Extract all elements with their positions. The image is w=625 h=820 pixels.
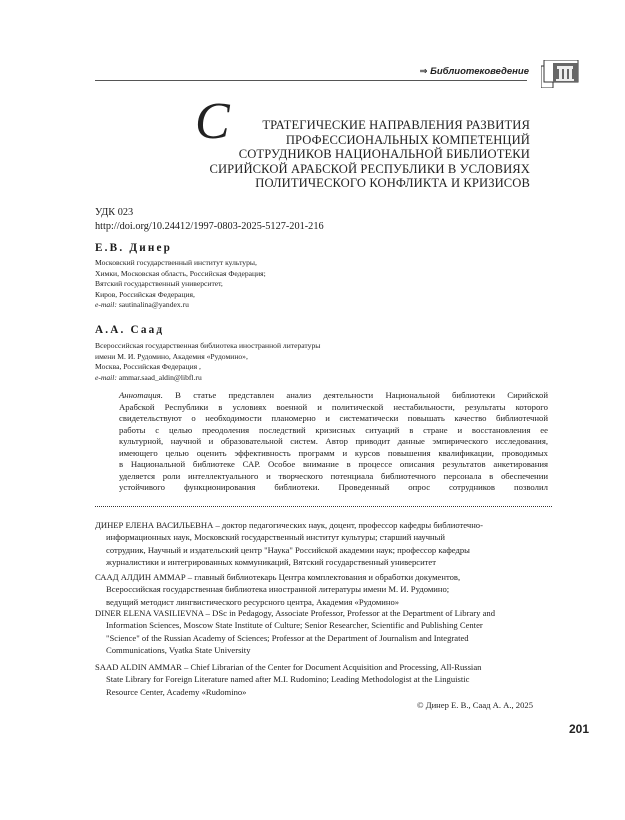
annotation-line: Арабской Республики в условиях военной и политической нестабильности, результаты которого xyxy=(119,401,548,412)
bio-line: "Science" of the Russian Academy of Sciences; Professor at the Department of Journalism and Integrated xyxy=(106,632,469,643)
title-line: СОТРУДНИКОВ НАЦИОНАЛЬНОЙ БИБЛИОТЕКИ xyxy=(238,147,530,162)
title-line: ТРАТЕГИЧЕСКИЕ НАПРАВЛЕНИЯ РАЗВИТИЯ xyxy=(262,118,530,132)
email-label: e-mail: xyxy=(95,372,117,382)
affiliation-line: Москва, Российская Федерация , xyxy=(95,362,201,372)
author-name: А.А. Саад xyxy=(95,324,165,336)
annotation-label: Аннотация. xyxy=(119,390,163,400)
annotation-line: имеющего целью оценить эффективность программ и курсов повышения квалификации, проводимых xyxy=(119,447,548,458)
title-line: СИРИЙСКОЙ АРАБСКОЙ РЕСПУБЛИКИ В УСЛОВИЯХ xyxy=(209,161,530,176)
author-name: Е.В. Динер xyxy=(95,242,173,254)
annotation-line xyxy=(119,390,548,402)
author-email[interactable]: ammar.saad_aldin@libfl.ru xyxy=(118,372,202,382)
affiliation-line: Вятский государственный университет, xyxy=(95,279,223,289)
annotation-line: работы с целью преодоления последствий кризисных ситуаций в стране и восстановления ее xyxy=(119,424,548,435)
email-label: e-mail: xyxy=(95,300,117,310)
annotation-line: устойчивого функционирования библиотеки. Проведенный опрос сотрудников позволил xyxy=(119,482,548,493)
title-initial: С xyxy=(195,93,230,150)
author-email-line xyxy=(95,300,266,311)
affiliation-line: Киров, Российская Федерация, xyxy=(95,289,195,299)
column-logo-icon xyxy=(541,60,581,88)
doi-link[interactable]: http://doi.org/10.24412/1997-0803-2025-5127-201-216 xyxy=(95,221,324,232)
affiliation-line: Всероссийская государственная библиотека иностранной литературы xyxy=(95,341,321,350)
article-title xyxy=(200,118,530,191)
bio-line: информационных наук, Московский государственный институт культуры; старший научный xyxy=(106,532,446,543)
annotation-line: уделяется роли интеллектуального и творческого потенциала библиотечного персонала в обеспечении xyxy=(119,470,548,481)
title-line: ПРОФЕССИОНАЛЬНЫХ КОМПЕТЕНЦИЙ xyxy=(285,132,530,147)
page-number: 201 xyxy=(568,722,589,736)
udk-code: УДК 023 xyxy=(95,207,134,218)
header-rule xyxy=(95,80,527,81)
bio-line: State Library for Foreign Literature named after M.I. Rudomino; Leading Methodologist at the Linguistic xyxy=(106,674,470,685)
dotted-separator xyxy=(95,506,552,507)
title-line: ПОЛИТИЧЕСКОГО КОНФЛИКТА И КРИЗИСОВ xyxy=(255,176,530,191)
bio-line: сотрудник, Научный и издательский центр "Наука" Российской академии наук; профессор кафедры xyxy=(106,544,470,555)
author-bio xyxy=(95,519,550,569)
author-email-line xyxy=(95,373,320,384)
copyright: © Динер Е. В., Саад А. А., 2025 xyxy=(417,700,533,710)
annotation xyxy=(119,390,548,494)
affiliation-line: Московский государственный институт культуры, xyxy=(95,258,257,267)
bio-line: СААД АЛДИН АММАР – главный библиотекарь Центра комплектования и обработки документов, xyxy=(95,572,461,582)
bio-line: ДИНЕР ЕЛЕНА ВАСИЛЬЕВНА – доктор педагогических наук, доцент, профессор кафедры библиотечно- xyxy=(95,520,483,530)
annotation-line: культурной, научной и образовательной систем. Автор приводит данные эмпирического исследования, xyxy=(119,436,548,447)
annotation-line: свидетельствуют о необходимости планомерно и систематически повышать качество библиотечной xyxy=(119,413,548,424)
author-email[interactable]: sautinalina@yandex.ru xyxy=(118,300,189,310)
bio-line: ведущий методист лингвистического ресурсного центра, Академия «Рудомино» xyxy=(106,596,400,607)
annotation-text: В статье представлен анализ деятельности Национальной библиотеки Сирийской xyxy=(162,390,548,400)
annotation-line: в Национальной библиотеке САР. Особое внимание в процессе описания результатов анкетирования xyxy=(119,459,548,470)
arrow-icon: ⇒ xyxy=(419,66,428,77)
bio-line: журналистики и интегрированных коммуникаций, Вятский государственный университет xyxy=(106,557,437,568)
author-affiliation xyxy=(95,341,320,383)
affiliation-line: Химки, Московская область, Российская Федерация; xyxy=(95,268,266,278)
bio-line: Communications, Vyatka State University xyxy=(106,645,251,656)
author-affiliation xyxy=(95,258,266,311)
affiliation-line: имени М. И. Рудомино, Академия «Рудомино», xyxy=(95,351,248,361)
section-label-text: Библиотековедение xyxy=(430,66,529,77)
bio-line: Всероссийская государственная библиотека иностранной литературы имени М. И. Рудомино; xyxy=(106,584,450,595)
author-bio xyxy=(95,571,550,608)
bio-line: DINER ELENA VASILIEVNA – DSc in Pedagogy, Associate Professor, Professor at the Department of Library and xyxy=(95,608,495,618)
bio-line: Resource Center, Academy «Rudomino» xyxy=(106,686,247,697)
author-bio xyxy=(95,661,550,698)
bio-line: Information Sciences, Moscow State Institute of Culture; Senior Researcher, Scientific and Publishing Center xyxy=(106,620,483,631)
section-label xyxy=(419,66,529,77)
bio-line: SAAD ALDIN AMMAR – Chief Librarian of the Center for Document Acquisition and Processing, All-Russian xyxy=(95,662,482,672)
author-bio xyxy=(95,607,550,657)
